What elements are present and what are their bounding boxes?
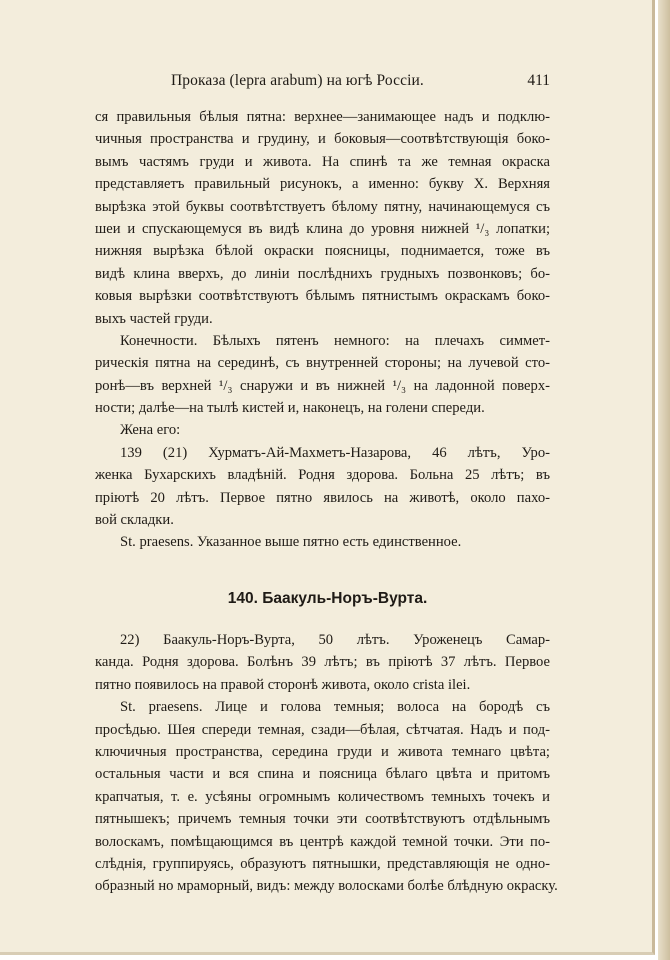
text-line: 22) Баакуль-Норъ-Вурта, 50 лѣтъ. Уроженецъ Самар- [120,632,550,648]
text-line: волоскамъ, помѣщающимся въ центрѣ каждой темной точки. Эти по- [95,833,550,850]
text-line: пятно появилось на правой сторонѣ живота, около crista ilei. [95,676,471,693]
text-line: просѣдью. Шея спереди темная, сзади—бѣлая, сѣтчатая. Надъ и под- [95,721,550,738]
text-line: пріютѣ 20 лѣтъ. Первое пятно явилось на животѣ, около пахо- [95,489,550,506]
text-line: видѣ клина вверхъ, до линіи послѣднихъ грудныхъ позвонковъ; бо- [95,265,550,282]
text-line: нижняя вырѣзка бѣлой окраски поясницы, поднимается, тоже въ [95,243,550,260]
text-line: ключичныя пространства, середина груди и живота темнаго цвѣта; [95,743,550,760]
header-title: Проказа (lepra arabum) на югѣ Россіи. [171,72,424,89]
section-title: 140. Баакуль-Норъ-Вурта. [227,590,428,607]
text-line: ковыя вырѣзки соотвѣтствуютъ бѣлымъ пятнистымъ окраскамъ боко- [95,288,550,305]
text-line: Конечности. Бѣлыхъ пятенъ немного: на плечахъ симмет- [120,332,550,349]
text-line: ся правильныя бѣлыя пятна: верхнее—занимающее надъ и подклю- [95,109,550,125]
text-block-case-140 [95,629,558,898]
text-line: рическія пятна на серединѣ, съ внутренней стороны; на лучевой сто- [95,355,550,372]
page-number: 411 [527,72,550,89]
text-line: представляетъ правильный рисунокъ, а именно: букву X. Верхняя [95,176,550,193]
text-line: чичныя пространства и грудину, и боковыя—соотвѣтствующія боко- [95,131,550,148]
text-line: женка Бухарскихъ владѣній. Родня здорова. Больна 25 лѣтъ; въ [95,467,550,484]
text-block-case-139 [95,106,550,554]
running-header [95,72,550,96]
text-line: ности; далѣе—на тылѣ кистей и, наконецъ, на голени спереди. [95,400,485,417]
text-line: ронѣ—въ верхней ¹/₃ снаружи и въ нижней ¹/₃ на ладонной поверх- [95,377,550,394]
text-line: 139 (21) Хурматъ-Ай-Махметъ-Назарова, 46 лѣтъ, Уро- [120,444,550,461]
text-line: St. praesens. Указанное выше пятно есть единственное. [120,534,462,551]
text-line: вырѣзка этой буквы соотвѣтствуетъ бѣлому пятну, начинающемуся съ [95,198,550,215]
page-edge [658,0,670,960]
text-line: Жена его: [120,422,181,439]
text-line: крапчатыя, т. е. усѣяны огромнымъ количествомъ темныхъ точекъ и [95,788,550,805]
text-line: остальныя части и вся спина и поясница бѣлаго цвѣта и притомъ [95,766,550,783]
text-line: слѣднія, группируясь, образуютъ пятнышки, представляющія не одно- [95,855,550,872]
text-line: St. praesens. Лице и голова темныя; волоса на бородѣ съ [120,699,550,716]
text-line: канда. Родня здорова. Болѣнъ 39 лѣтъ; въ пріютѣ 37 лѣтъ. Первое [95,654,550,671]
text-line: вымъ частямъ груди и живота. На спинѣ та же темная окраска [95,153,550,170]
text-line: вой складки. [95,512,174,529]
text-line: шеи и спускающемуся въ видѣ клина до уровня нижней ¹/₃ лопатки; [95,220,550,237]
text-line: образный но мраморный, видъ: между волосками болѣе блѣдную окраску. [95,878,558,895]
text-line: пятнышекъ; причемъ темныя точки эти соотвѣтствуютъ отдѣльнымъ [95,811,550,828]
text-line: выхъ частей груди. [95,310,213,327]
